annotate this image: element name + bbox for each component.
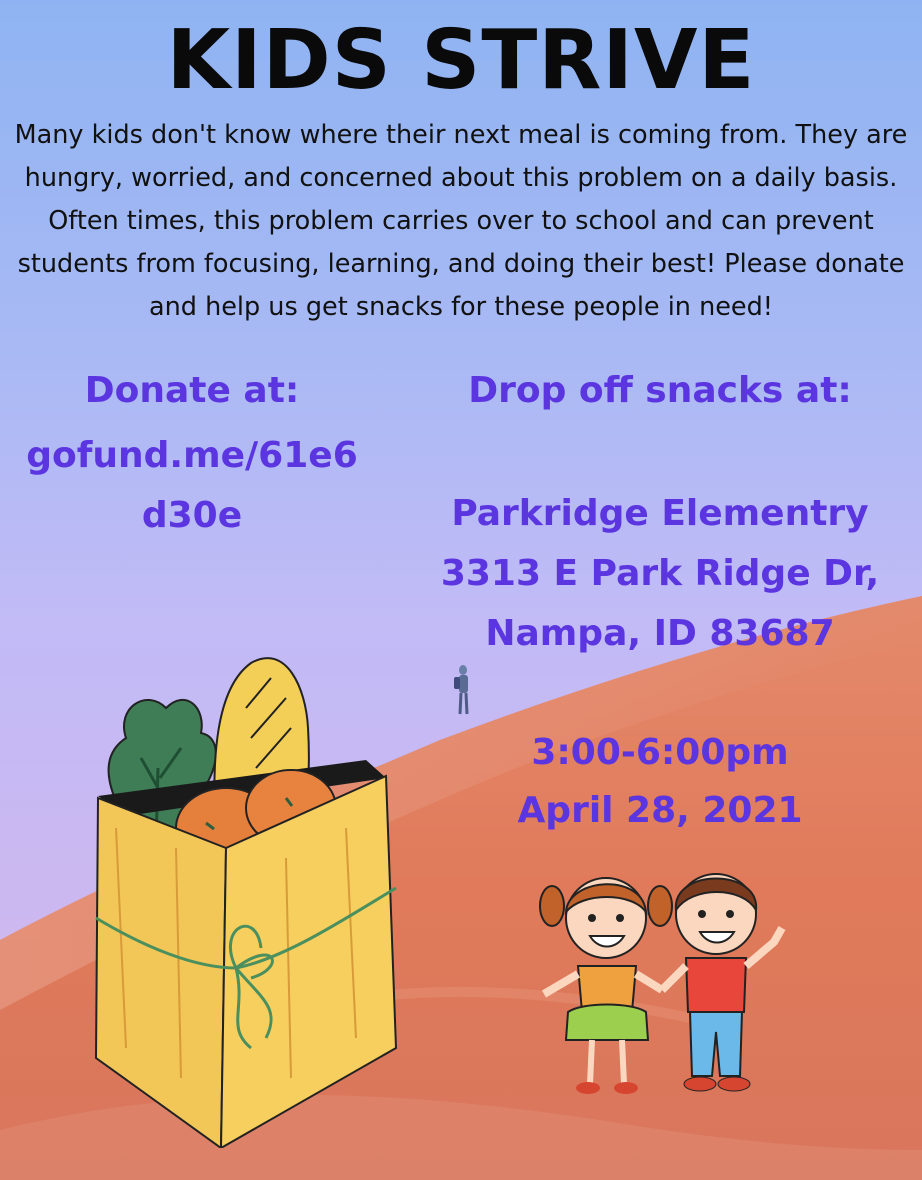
donate-heading: Donate at: [84, 370, 300, 411]
hiker-figure [450, 662, 476, 722]
flyer-intro-text: Many kids don't know where their next meal is coming from. They are hungry, worried, and concerned about this problem on a daily basis. Often times, this problem carries over to school and can prevent students from focusing, learning, and doing their best! Please donate and help us get snacks for these people in need! [14, 120, 908, 322]
dropoff-city: Nampa, ID 83687 [485, 613, 835, 654]
flyer-title: KIDS STRIVE [166, 13, 756, 108]
grocery-bag-illustration [86, 648, 406, 1148]
dropoff-location: Parkridge Elementry [451, 493, 869, 534]
waving-children-illustration [532, 862, 802, 1102]
donate-link[interactable]: gofund.me/61e6d30e [26, 435, 358, 536]
event-time: 3:00-6:00pm [531, 732, 789, 773]
dropoff-street: 3313 E Park Ridge Dr, [440, 553, 880, 594]
dropoff-address [410, 484, 910, 664]
event-schedule [440, 724, 880, 840]
dropoff-heading: Drop off snacks at: [468, 370, 852, 411]
event-date: April 28, 2021 [517, 790, 803, 831]
